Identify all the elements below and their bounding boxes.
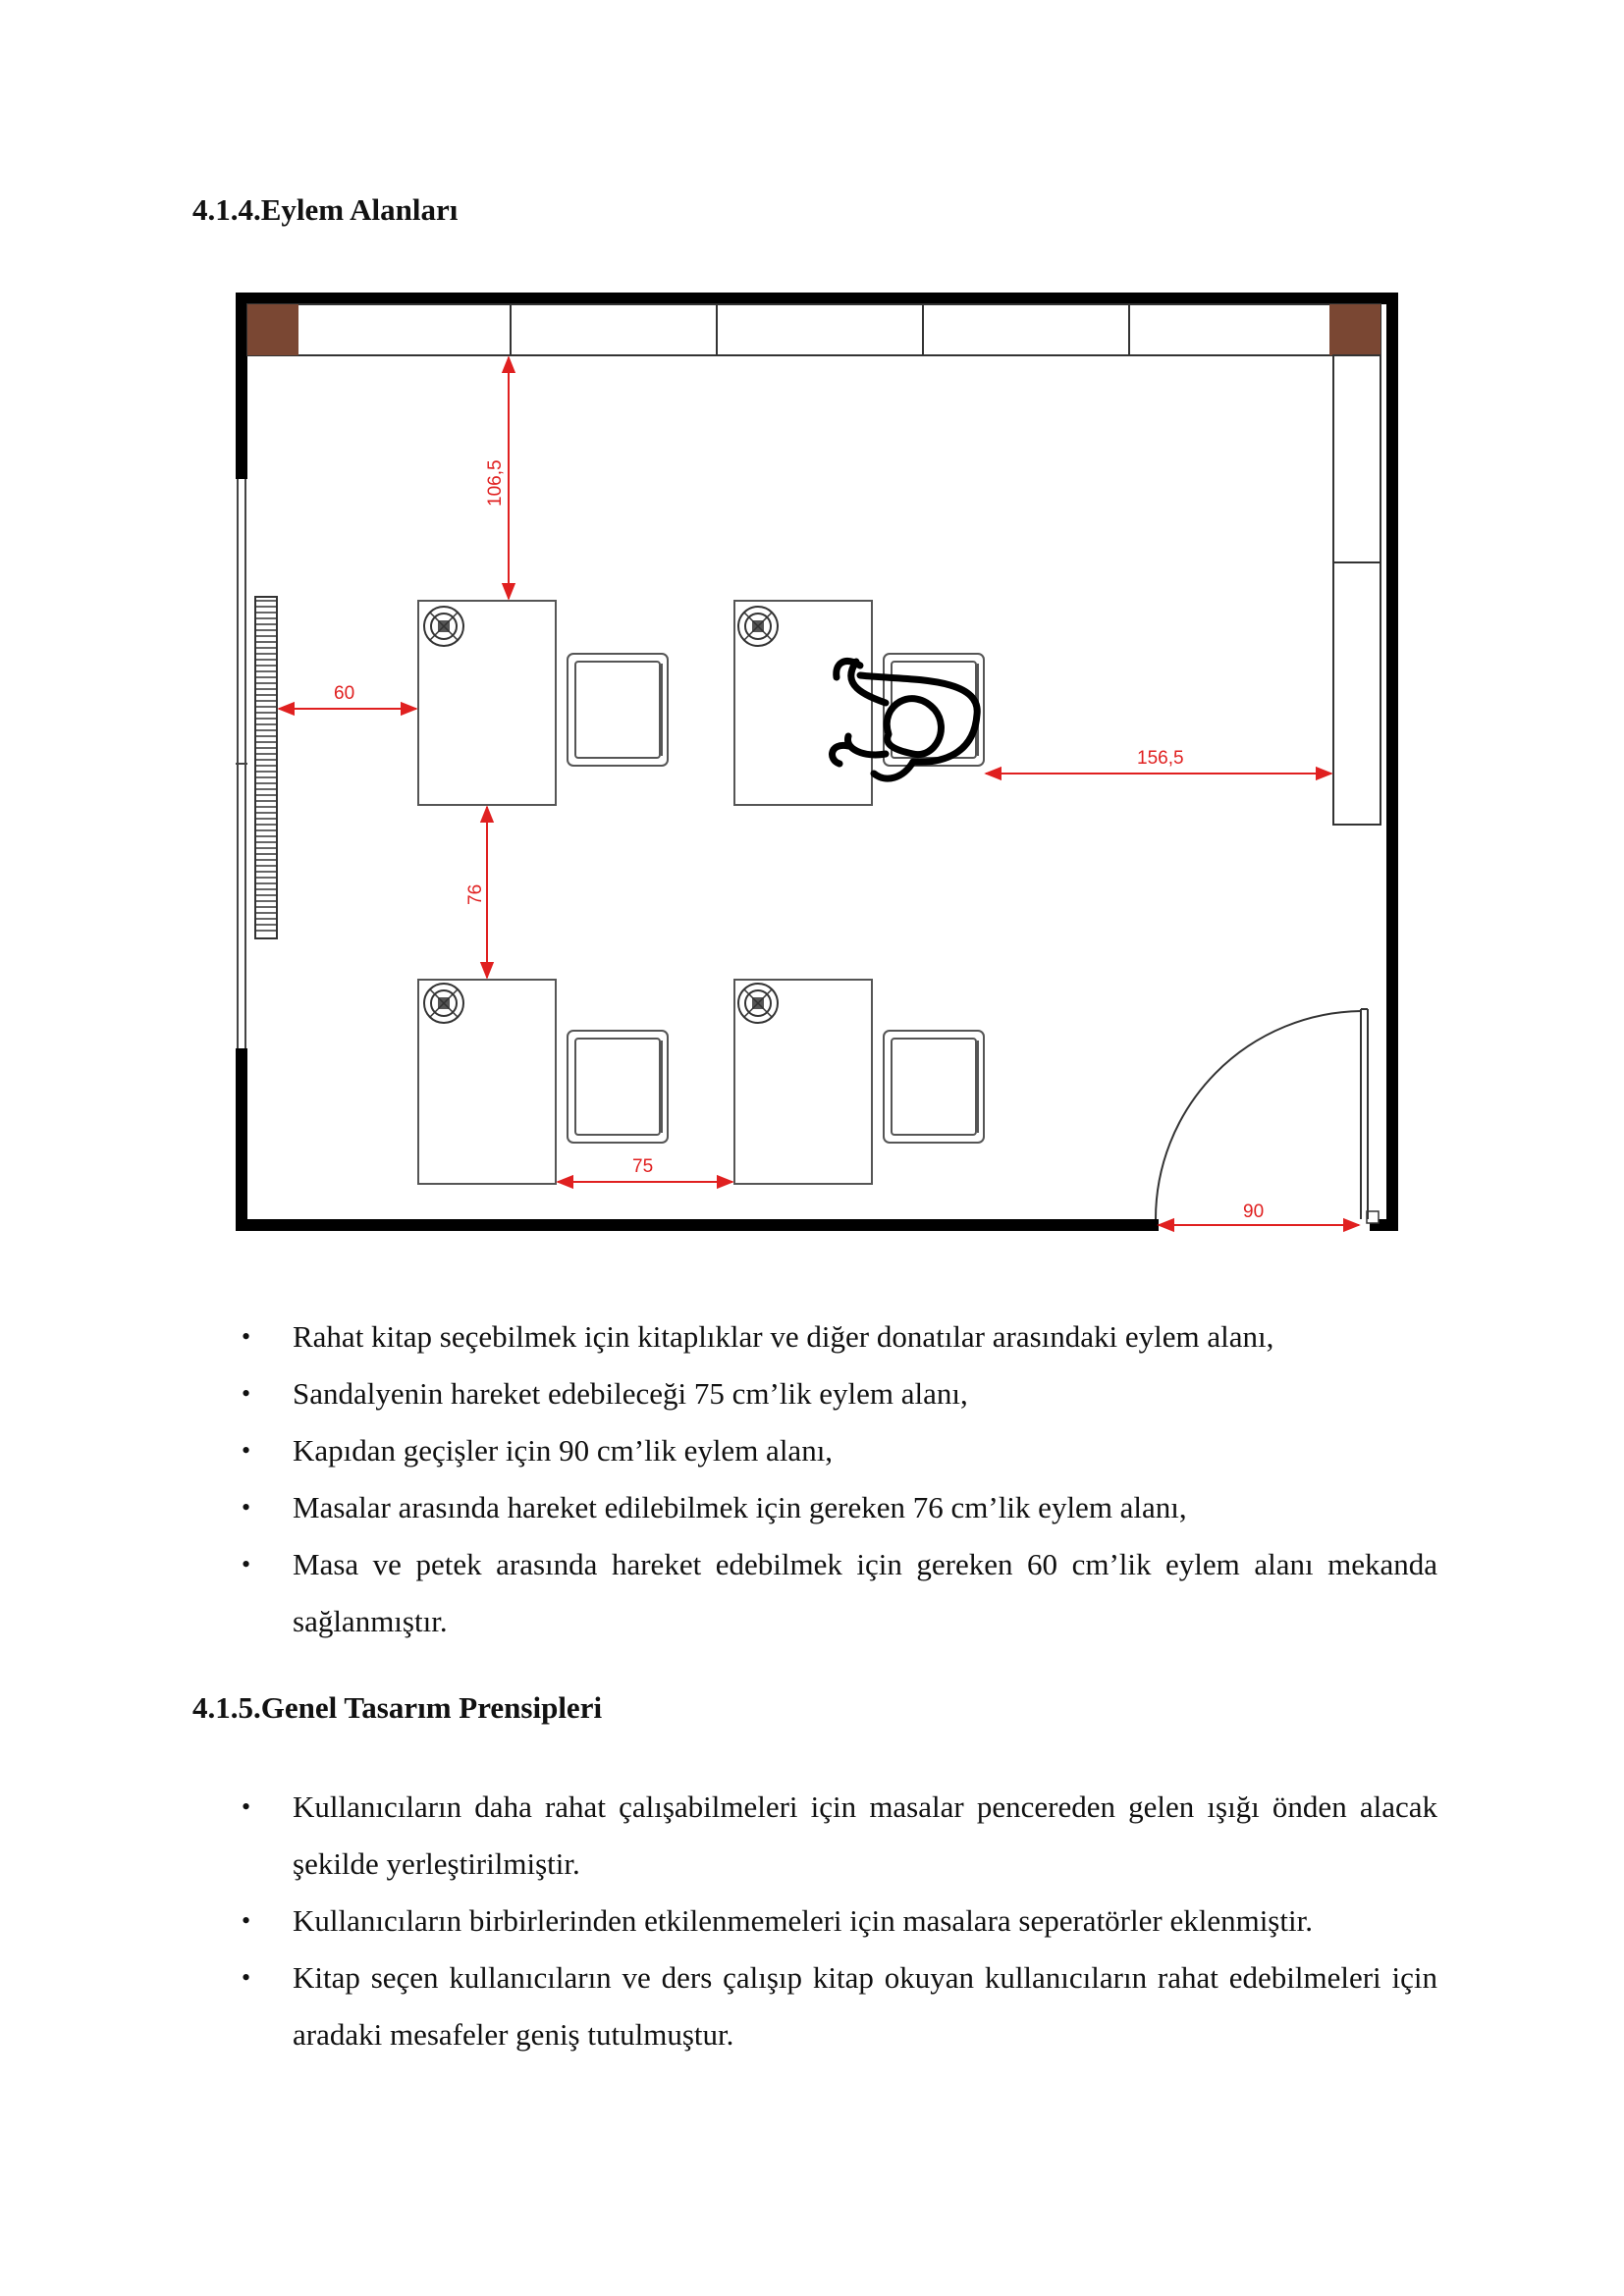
genel-tasarim-list bbox=[242, 1779, 1437, 2063]
svg-text:60: 60 bbox=[334, 683, 355, 704]
chair-top-left bbox=[568, 654, 668, 766]
floor-plan bbox=[236, 293, 1404, 1235]
svg-text:90: 90 bbox=[1243, 1201, 1265, 1222]
table-top-right bbox=[734, 601, 872, 805]
seperator-icon bbox=[738, 607, 778, 646]
bullet-icon: • bbox=[242, 1792, 251, 1821]
list-item: • Masalar arasında hareket edilebilmek için gereken 76 cm’lik eylem alanı, bbox=[242, 1479, 1437, 1536]
list-item: • Rahat kitap seçebilmek için kitaplıklar ve diğer donatılar arasındaki eylem alanı, bbox=[242, 1308, 1437, 1365]
bullet-icon: • bbox=[242, 1379, 251, 1408]
svg-text:156,5: 156,5 bbox=[1137, 748, 1184, 769]
corner-cabinet-right bbox=[1329, 304, 1380, 355]
eylem-alanlari-list bbox=[242, 1308, 1437, 1650]
bullet-icon: • bbox=[242, 1963, 251, 1992]
chair-bottom-right bbox=[884, 1031, 984, 1143]
bookshelves-right bbox=[1333, 355, 1380, 825]
bullet-icon: • bbox=[242, 1550, 251, 1578]
door bbox=[1156, 1009, 1379, 1231]
list-item: • Kapıdan geçişler için 90 cm’lik eylem alanı, bbox=[242, 1422, 1437, 1479]
dimension-top-clearance bbox=[485, 357, 509, 599]
bullet-icon: • bbox=[242, 1322, 251, 1351]
seperator-icon bbox=[424, 607, 463, 646]
chair-bottom-left bbox=[568, 1031, 668, 1143]
section-heading-genel-tasarim: 4.1.5.Genel Tasarım Prensipleri bbox=[192, 1690, 603, 1725]
svg-text:106,5: 106,5 bbox=[485, 459, 506, 507]
bullet-icon: • bbox=[242, 1436, 251, 1465]
svg-text:75: 75 bbox=[632, 1156, 654, 1177]
dimension-right-clearance bbox=[986, 748, 1331, 774]
dimension-radiator-clearance bbox=[279, 683, 416, 709]
bookshelves-top bbox=[247, 304, 1380, 355]
bullet-icon: • bbox=[242, 1493, 251, 1522]
dimension-chair-space bbox=[558, 1156, 732, 1182]
svg-text:76: 76 bbox=[465, 883, 486, 905]
table-top-left bbox=[418, 601, 556, 805]
list-item: • Sandalyenin hareket edebileceği 75 cm’lik eylem alanı, bbox=[242, 1365, 1437, 1422]
table-bottom-right bbox=[734, 980, 872, 1184]
list-item: • Kitap seçen kullanıcıların ve ders çalışıp kitap okuyan kullanıcıların rahat edebilmeleri için aradaki mesafeler geniş tutulmuştur. bbox=[242, 1949, 1437, 2063]
bullet-icon: • bbox=[242, 1906, 251, 1935]
list-item: • Kullanıcıların birbirlerinden etkilenmemeleri için masalara seperatörler eklenmiştir. bbox=[242, 1893, 1437, 1949]
seperator-icon bbox=[738, 984, 778, 1023]
section-heading-eylem-alanlari: 4.1.4.Eylem Alanları bbox=[192, 192, 459, 227]
corner-cabinet-left bbox=[247, 304, 298, 355]
table-bottom-left bbox=[418, 980, 556, 1184]
seperator-icon bbox=[424, 984, 463, 1023]
dimension-between-tables bbox=[465, 807, 487, 978]
radiator bbox=[255, 597, 277, 938]
list-item: • Masa ve petek arasında hareket edebilmek için gereken 60 cm’lik eylem alanı mekanda sağlanmıştır. bbox=[242, 1536, 1437, 1650]
list-item: • Kullanıcıların daha rahat çalışabilmeleri için masalar pencereden gelen ışığı önden alacak şekilde yerleştirilmiştir. bbox=[242, 1779, 1437, 1893]
